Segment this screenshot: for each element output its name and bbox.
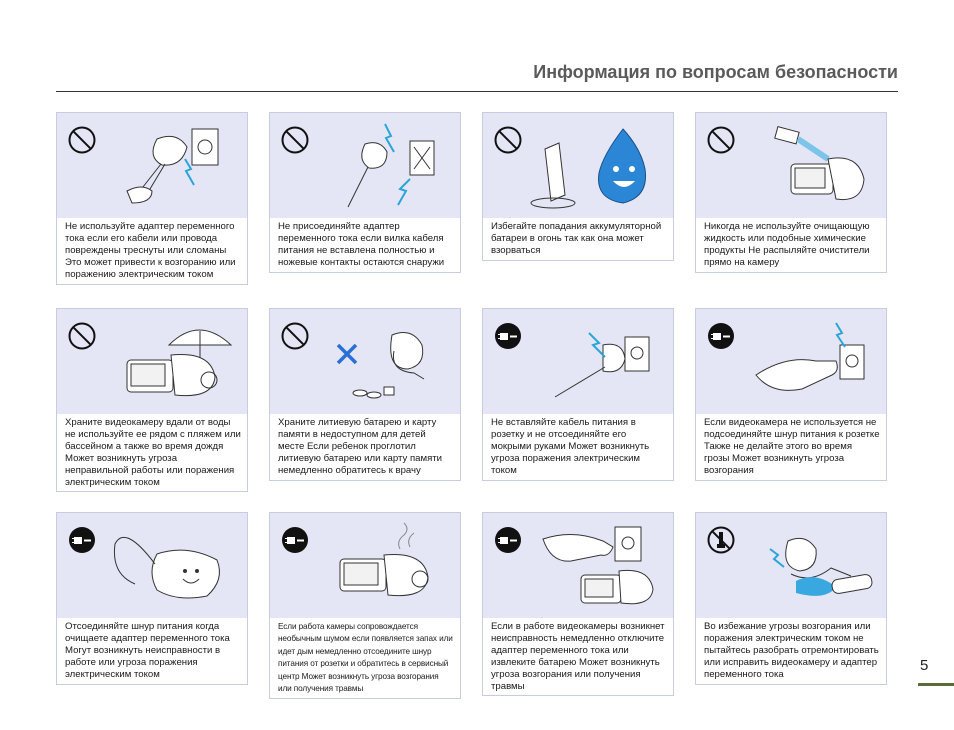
card-illustration (57, 309, 247, 414)
prohibited-icon (67, 321, 97, 351)
safety-card-7 (482, 308, 674, 481)
spray-on-camera-illustration (736, 119, 876, 215)
page-title: Информация по вопросам безопасности (533, 62, 898, 82)
safety-card-4 (695, 112, 887, 273)
card-text: Избегайте попадания аккумуляторной батареи в огонь так как она может взорваться (491, 221, 662, 256)
safety-card-6 (269, 308, 461, 481)
battery-in-fire-illustration (523, 119, 663, 215)
safety-card-10 (269, 512, 461, 699)
unplug-icon (67, 525, 97, 555)
safety-card-11 (482, 512, 674, 696)
card-text: Если видеокамера не используется не подсоединяйте шнур питания к розетке Также не делайте этого во время грозы Может возникнуть угроза возгорания (704, 417, 880, 476)
safety-card-1 (56, 112, 248, 285)
card-text: Никогда не используйте очищающую жидкость или подобные химические продукты Не распыляйте очистители прямо на камеру (704, 221, 870, 268)
card-text: Храните литиевую батарею и карту памяти в недоступном для детей месте Если ребенок проглотил литиевую батарею или карту памяти немедленно обратитесь к врачу (278, 417, 443, 476)
card-text: Во избежание угрозы возгорания или поражения электрическим током не пытайтесь разобрать отремонтировать или исправить видеокамеру и адаптер переменного тока (704, 621, 879, 680)
card-illustration (483, 309, 673, 414)
unplug-icon (706, 321, 736, 351)
prohibited-icon (706, 125, 736, 155)
prohibited-icon (493, 125, 523, 155)
prohibited-icon (67, 125, 97, 155)
card-illustration (696, 309, 886, 414)
card-illustration (483, 513, 673, 618)
card-illustration (696, 113, 886, 218)
damaged-adapter-cable-illustration (97, 119, 237, 215)
card-text: Не используйте адаптер переменного тока если его кабели или провода повреждены треснуты или сломаны Это может привести к возгоранию или поражению электрическим током (65, 221, 236, 280)
unplug-icon (280, 525, 310, 555)
safety-card-2 (269, 112, 461, 273)
loose-plug-in-socket-illustration (310, 119, 450, 215)
card-text: Если в работе видеокамеры возникнет неисправность немедленно отключите адаптер переменного тока или извлеките батарею Может возникнуть угроза возгорания или получения травмы (491, 621, 665, 692)
card-text: Если работа камеры сопровождается необычным шумом если появляется запах или идет дым немедленно отсоедините шнур питания от розетки и обратитесь в сервисный центр Может возникнуть угроза возгорания или получения травмы (278, 622, 453, 694)
card-illustration (483, 113, 673, 218)
safety-card-12 (695, 512, 887, 685)
title-rule (56, 91, 898, 92)
child-and-batteries-illustration (310, 315, 450, 411)
card-text: Не присоединяйте адаптер переменного тока если вилка кабеля питания не вставлена полностью и ножевые контакты остаются снаружи (278, 221, 445, 268)
adapter-cleaning-illustration (97, 519, 237, 615)
safety-card-9 (56, 512, 248, 685)
card-text: Отсоединяйте шнур питания когда очищаете адаптер переменного тока Могут возникнуть неисправности в работе или угроза поражения электрическим током (65, 621, 230, 680)
page-number-bar (918, 683, 954, 686)
card-illustration (270, 113, 460, 218)
card-illustration (270, 513, 460, 618)
do-not-disassemble-icon (706, 525, 736, 555)
card-illustration (57, 113, 247, 218)
prohibited-icon (280, 125, 310, 155)
unplug-camera-illustration (523, 519, 663, 615)
card-text: Не вставляйте кабель питания в розетку и не отсоединяйте его мокрыми руками Может возникнуть угроза поражения электрическим током (491, 417, 650, 476)
wet-hand-plug-illustration (523, 315, 663, 411)
unplug-icon (493, 321, 523, 351)
page-number: 5 (920, 657, 929, 674)
unplug-icon (493, 525, 523, 555)
safety-card-5 (56, 308, 248, 492)
prohibited-icon (280, 321, 310, 351)
card-illustration (57, 513, 247, 618)
card-illustration (696, 513, 886, 618)
camera-under-umbrella-illustration (97, 315, 237, 411)
safety-card-3 (482, 112, 674, 261)
card-text: Храните видеокамеру вдали от воды не используйте ее рядом с пляжем или бассейном а также во время дождя Может возникнуть угроза неправильной работы или поражения электрическим током (65, 417, 241, 488)
card-illustration (270, 309, 460, 414)
safety-card-8 (695, 308, 887, 481)
smoking-camera-illustration (310, 519, 450, 615)
screwdriver-shock-illustration (736, 519, 876, 615)
hand-unplugging-illustration (736, 315, 876, 411)
